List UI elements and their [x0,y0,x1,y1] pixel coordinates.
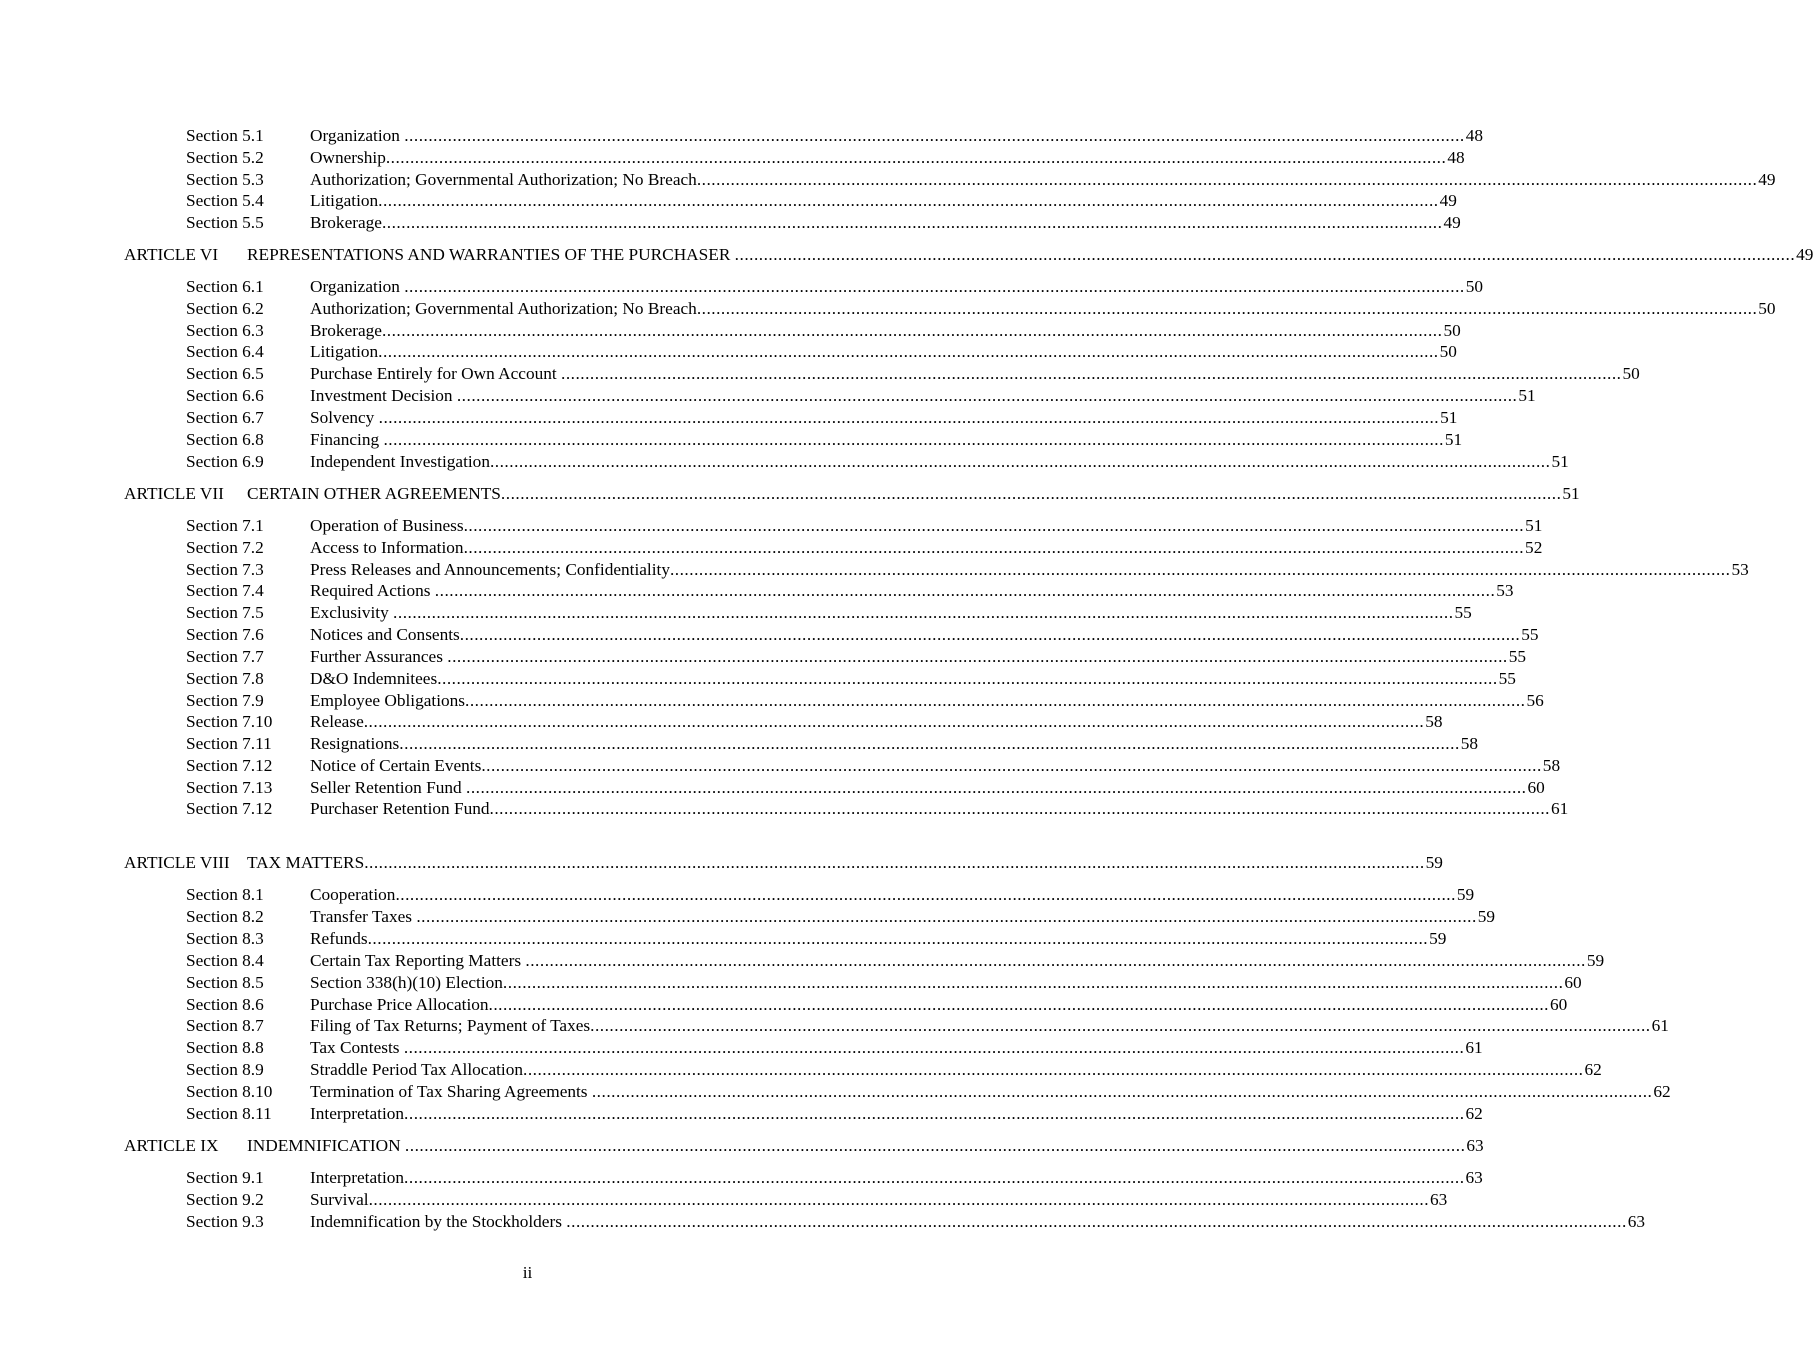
entry-title: Purchase Entirely for Own Account [310,364,561,383]
page-reference: 55 [1508,647,1527,666]
toc-article-entry [124,852,1443,874]
toc-section-entry [186,125,1483,147]
section-number: Section 7.4 [186,581,264,600]
page-reference: 50 [1622,364,1640,383]
entry-title: TAX MATTERS [247,853,365,872]
entry-title: Certain Tax Reporting Matters [310,951,526,970]
toc-section-entry [186,1037,1483,1059]
entry-title: Section 338(h)(10) Election [310,973,503,992]
dot-leader: ............................................................................................................................................................................................................................ [500,484,1562,503]
dot-leader: ............................................................................................................................................................................................................................ [437,669,1498,688]
dot-leader: ............................................................................................................................................................................................................................ [525,951,1586,970]
toc-section-entry [186,451,1569,473]
dot-leader: ............................................................................................................................................................................................................................ [404,1104,1465,1123]
dot-leader: ............................................................................................................................................................................................................................ [434,581,1496,600]
page-reference: 63 [1627,1212,1646,1231]
page-reference: 56 [1526,691,1544,710]
page-reference: 49 [1439,191,1457,210]
page-reference: 50 [1443,321,1461,340]
dot-leader: ............................................................................................................................................................................................................................ [363,712,1425,731]
entry-title-row [310,884,1475,906]
entry-title-row [310,1081,1671,1103]
dot-leader: ............................................................................................................................................................................................................................ [381,321,1443,340]
entry-title-row [310,602,1472,624]
section-number: Section 7.12 [186,756,273,775]
dot-leader: ............................................................................................................................................................................................................................ [465,691,1526,710]
dot-leader: ............................................................................................................................................................................................................................ [378,191,1439,210]
page-reference: 60 [1564,973,1582,992]
section-number: Section 6.8 [186,430,264,449]
section-number: Section 9.3 [186,1212,264,1231]
toc-section-entry [186,1103,1483,1125]
toc-section-entry [186,733,1479,755]
section-number: Section 7.2 [186,538,264,557]
entry-title: Purchase Price Allocation [310,995,489,1014]
page-reference: 55 [1498,669,1516,688]
dot-leader: ............................................................................................................................................................................................................................ [399,734,1460,753]
section-number: Section 6.6 [186,386,264,405]
entry-title: Access to Information [310,538,464,557]
toc-article-entry [124,1135,1484,1157]
entry-title-row [310,646,1527,668]
entry-title: Employee Obligations [310,691,466,710]
toc-section-entry [186,363,1640,385]
toc-section-entry [186,1015,1669,1037]
dot-leader: ............................................................................................................................................................................................................................ [404,126,1465,145]
entry-title-row [310,755,1561,777]
page-reference: 58 [1460,734,1479,753]
section-number: Section 6.3 [186,321,264,340]
entry-title-row [310,972,1582,994]
entry-title-row [310,1211,1646,1233]
dot-leader: ............................................................................................................................................................................................................................ [383,430,1444,449]
entry-title-row [247,244,1813,266]
section-number: Section 5.1 [186,126,264,145]
toc-section-entry [186,429,1463,451]
section-number: Section 6.5 [186,364,264,383]
entry-title: Interpretation [310,1104,405,1123]
page-reference: 59 [1586,951,1605,970]
toc-section-entry [186,798,1569,820]
entry-title-row [310,798,1569,820]
section-number: Section 7.12 [186,799,273,818]
dot-leader: ............................................................................................................................................................................................................................ [459,625,1521,644]
entry-title-row [310,668,1516,690]
entry-title-row [247,1135,1484,1157]
page-reference: 61 [1550,799,1569,818]
section-number: Section 7.10 [186,712,273,731]
dot-leader: ............................................................................................................................................................................................................................ [481,756,1542,775]
toc-article-entry [124,244,1813,266]
entry-title-row [310,169,1776,191]
dot-leader: ............................................................................................................................................................................................................................ [364,853,1425,872]
toc-section-entry [186,711,1443,733]
toc-section-entry [186,1211,1646,1233]
entry-title: INDEMNIFICATION [247,1136,405,1155]
toc-section-entry [186,580,1514,602]
page-reference: 63 [1465,1168,1483,1187]
section-number: Section 7.9 [186,691,264,710]
entry-title-row [310,341,1457,363]
toc-section-entry [186,1189,1448,1211]
dot-leader: ............................................................................................................................................................................................................................ [489,452,1551,471]
entry-title-row [310,1059,1602,1081]
toc-section-entry [186,777,1545,799]
toc-section-entry [186,341,1457,363]
entry-title-row [310,777,1545,799]
section-number: Section 6.9 [186,452,264,471]
page-reference: 52 [1525,538,1543,557]
section-number: Section 8.10 [186,1082,273,1101]
section-number: Section 8.4 [186,951,264,970]
page-reference: 51 [1525,516,1543,535]
article-number: ARTICLE VII [124,484,224,503]
page-reference: 58 [1425,712,1443,731]
dot-leader: ............................................................................................................................................................................................................................ [416,907,1477,926]
section-number: Section 7.5 [186,603,264,622]
page-reference: 58 [1542,756,1561,775]
entry-title-row [310,1167,1483,1189]
section-number: Section 6.7 [186,408,264,427]
page-reference: 51 [1562,484,1580,503]
toc-section-entry [186,972,1582,994]
entry-title-row [310,559,1749,581]
entry-title: Survival [310,1190,369,1209]
toc-section-entry [186,276,1483,298]
entry-title: Seller Retention Fund [310,778,466,797]
dot-leader: ............................................................................................................................................................................................................................ [734,245,1796,264]
section-number: Section 7.3 [186,560,264,579]
toc-section-entry [186,994,1568,1016]
toc-section-entry [186,755,1561,777]
dot-leader: ............................................................................................................................................................................................................................ [463,538,1525,557]
entry-title: Brokerage [310,213,382,232]
toc-section-entry [186,624,1539,646]
dot-leader: ............................................................................................................................................................................................................................ [378,408,1440,427]
toc-section-entry [186,928,1447,950]
page-reference: 62 [1584,1060,1602,1079]
page-reference: 63 [1466,1136,1484,1155]
section-number: Section 9.2 [186,1190,264,1209]
dot-leader: ............................................................................................................................................................................................................................ [404,277,1465,296]
entry-title: D&O Indemnitees [310,669,438,688]
dot-leader: ............................................................................................................................................................................................................................ [404,1168,1465,1187]
section-number: Section 5.4 [186,191,264,210]
dot-leader: ............................................................................................................................................................................................................................ [591,1082,1653,1101]
entry-title-row [310,515,1543,537]
article-number: ARTICLE VIII [124,853,230,872]
section-number: Section 7.13 [186,778,273,797]
dot-leader: ............................................................................................................................................................................................................................ [385,148,1447,167]
entry-title-row [310,906,1496,928]
dot-leader: ............................................................................................................................................................................................................................ [590,1016,1651,1035]
dot-leader: ............................................................................................................................................................................................................................ [696,299,1758,318]
entry-title-row [310,451,1569,473]
entry-title-row [310,928,1447,950]
page-reference: 55 [1454,603,1472,622]
section-number: Section 8.9 [186,1060,264,1079]
page-reference: 48 [1465,126,1483,145]
entry-title: Investment Decision [310,386,457,405]
section-number: Section 9.1 [186,1168,264,1187]
entry-title-row [310,733,1479,755]
entry-title-row [310,407,1458,429]
dot-leader: ............................................................................................................................................................................................................................ [669,560,1731,579]
article-number: ARTICLE IX [124,1136,219,1155]
section-number: Section 8.3 [186,929,264,948]
section-number: Section 8.8 [186,1038,264,1057]
entry-title-row [310,1189,1448,1211]
page-reference: 50 [1758,299,1776,318]
toc-section-entry [186,906,1496,928]
entry-title-row [310,125,1483,147]
page-reference: 59 [1425,853,1443,872]
page-reference: 50 [1439,342,1457,361]
entry-title: Authorization; Governmental Authorization; No Breach [310,299,697,318]
entry-title: Solvency [310,408,379,427]
dot-leader: ............................................................................................................................................................................................................................ [488,995,1549,1014]
section-number: Section 7.8 [186,669,264,688]
toc-section-entry [186,884,1475,906]
entry-title: Purchaser Retention Fund [310,799,490,818]
toc-section-entry [186,668,1516,690]
entry-title-row [310,950,1605,972]
entry-title: Independent Investigation [310,452,490,471]
page-reference: 61 [1465,1038,1483,1057]
dot-leader: ............................................................................................................................................................................................................................ [381,213,1443,232]
entry-title: CERTAIN OTHER AGREEMENTS [247,484,501,503]
section-number: Section 8.5 [186,973,264,992]
entry-title: Notices and Consents [310,625,460,644]
entry-title: REPRESENTATIONS AND WARRANTIES OF THE PURCHASER [247,245,735,264]
entry-title-row [247,483,1580,505]
entry-title-row [310,994,1568,1016]
entry-title: Refunds [310,929,368,948]
page-reference: 53 [1731,560,1749,579]
dot-leader: ............................................................................................................................................................................................................................ [523,1060,1584,1079]
section-number: Section 8.2 [186,907,264,926]
entry-title: Notice of Certain Events [310,756,482,775]
page-number: ii [522,1263,533,1282]
toc-section-entry [186,1167,1483,1189]
entry-title-row [310,580,1514,602]
entry-title: Straddle Period Tax Allocation [310,1060,524,1079]
entry-title: Exclusivity [310,603,394,622]
page-reference: 48 [1447,148,1465,167]
section-number: Section 6.4 [186,342,264,361]
section-number: Section 5.2 [186,148,264,167]
entry-title-row [310,363,1640,385]
page-reference: 59 [1429,929,1447,948]
entry-title: Brokerage [310,321,382,340]
toc-section-entry [186,690,1544,712]
toc-section-entry [186,646,1527,668]
section-number: Section 8.1 [186,885,264,904]
toc-section-entry [186,190,1457,212]
page-reference: 49 [1758,170,1776,189]
entry-title: Interpretation [310,1168,405,1187]
entry-title-row [310,624,1539,646]
dot-leader: ............................................................................................................................................................................................................................ [466,778,1527,797]
entry-title-row [310,690,1544,712]
toc-section-entry [186,950,1605,972]
entry-title-row [310,711,1443,733]
toc-section-entry [186,1081,1671,1103]
page-reference: 51 [1444,430,1463,449]
toc-section-entry [186,407,1458,429]
dot-leader: ............................................................................................................................................................................................................................ [447,647,1508,666]
page-reference: 55 [1521,625,1539,644]
toc-section-entry [186,1059,1602,1081]
dot-leader: ............................................................................................................................................................................................................................ [368,1190,1430,1209]
section-number: Section 7.1 [186,516,264,535]
dot-leader: ............................................................................................................................................................................................................................ [502,973,1564,992]
section-number: Section 6.2 [186,299,264,318]
page-reference: 60 [1550,995,1568,1014]
entry-title: Press Releases and Announcements; Confidentiality [310,560,670,579]
entry-title-row [310,276,1483,298]
entry-title: Litigation [310,191,379,210]
entry-title-row [310,537,1543,559]
toc-section-entry [186,602,1472,624]
dot-leader: ............................................................................................................................................................................................................................ [566,1212,1627,1231]
entry-title: Indemnification by the Stockholders [310,1212,567,1231]
page-reference: 50 [1465,277,1483,296]
entry-title: Transfer Taxes [310,907,417,926]
toc-section-entry [186,537,1543,559]
entry-title-row [310,147,1465,169]
entry-title: Ownership [310,148,386,167]
toc-section-entry [186,385,1536,407]
section-number: Section 7.7 [186,647,264,666]
dot-leader: ............................................................................................................................................................................................................................ [696,170,1758,189]
section-number: Section 5.5 [186,213,264,232]
page-reference: 51 [1440,408,1458,427]
toc-section-entry [186,147,1465,169]
dot-leader: ............................................................................................................................................................................................................................ [367,929,1429,948]
section-number: Section 8.11 [186,1104,272,1123]
entry-title: Litigation [310,342,379,361]
section-number: Section 7.11 [186,734,272,753]
entry-title-row [310,190,1457,212]
dot-leader: ............................................................................................................................................................................................................................ [463,516,1525,535]
page-reference: 60 [1527,778,1545,797]
page-reference: 63 [1430,1190,1448,1209]
entry-title: Resignations [310,734,400,753]
dot-leader: ............................................................................................................................................................................................................................ [489,799,1550,818]
entry-title-row [310,1103,1483,1125]
entry-title: Termination of Tax Sharing Agreements [310,1082,592,1101]
page-reference: 49 [1796,245,1813,264]
entry-title: Further Assurances [310,647,448,666]
toc-section-entry [186,298,1776,320]
entry-title: Cooperation [310,885,396,904]
toc-section-entry [186,212,1461,234]
page-reference: 59 [1477,907,1496,926]
section-number: Section 5.3 [186,170,264,189]
section-number: Section 6.1 [186,277,264,296]
entry-title: Organization [310,277,405,296]
entry-title: Filing of Tax Returns; Payment of Taxes [310,1016,591,1035]
dot-leader: ............................................................................................................................................................................................................................ [378,342,1439,361]
page-reference: 61 [1651,1016,1669,1035]
page-reference: 49 [1443,213,1461,232]
entry-title-row [310,1037,1483,1059]
entry-title-row [310,320,1461,342]
toc-section-entry [186,559,1749,581]
toc-section-entry [186,515,1543,537]
page-reference: 62 [1465,1104,1483,1123]
page-reference: 53 [1496,581,1514,600]
section-number: Section 8.6 [186,995,264,1014]
entry-title: Financing [310,430,384,449]
entry-title-row [310,429,1463,451]
dot-leader: ............................................................................................................................................................................................................................ [404,1136,1466,1155]
dot-leader: ............................................................................................................................................................................................................................ [403,1038,1465,1057]
dot-leader: ............................................................................................................................................................................................................................ [456,386,1518,405]
page-reference: 51 [1551,452,1569,471]
page-reference: 62 [1653,1082,1671,1101]
entry-title-row [310,1015,1669,1037]
page-reference: 51 [1518,386,1536,405]
entry-title: Release [310,712,364,731]
toc-section-entry [186,320,1461,342]
entry-title: Tax Contests [310,1038,404,1057]
entry-title: Organization [310,126,405,145]
section-number: Section 7.6 [186,625,264,644]
page-reference: 59 [1456,885,1475,904]
toc-section-entry [186,169,1776,191]
toc-article-entry [124,483,1580,505]
entry-title: Operation of Business [310,516,464,535]
entry-title: Authorization; Governmental Authorization; No Breach [310,170,697,189]
article-number: ARTICLE VI [124,245,219,264]
entry-title-row [310,385,1536,407]
dot-leader: ............................................................................................................................................................................................................................ [393,603,1454,622]
dot-leader: ............................................................................................................................................................................................................................ [395,885,1456,904]
entry-title-row [247,852,1443,874]
entry-title: Required Actions [310,581,435,600]
section-number: Section 8.7 [186,1016,264,1035]
dot-leader: ............................................................................................................................................................................................................................ [561,364,1622,383]
entry-title-row [310,212,1461,234]
entry-title-row [310,298,1776,320]
